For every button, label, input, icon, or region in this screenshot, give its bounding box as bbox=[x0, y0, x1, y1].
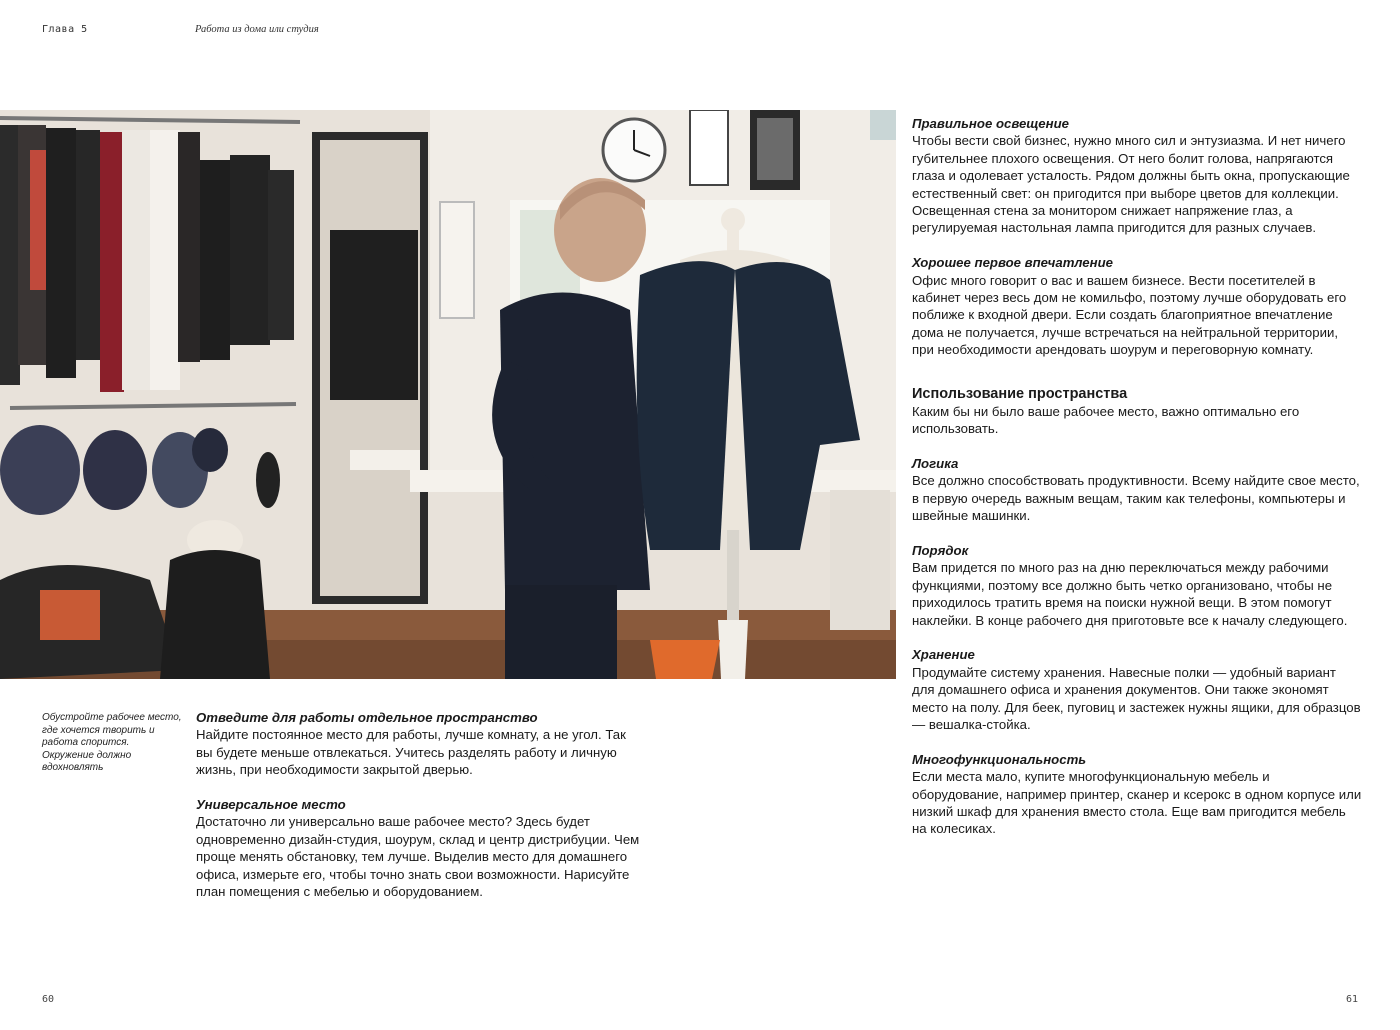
running-head-chapter: Глава 5 bbox=[42, 24, 88, 35]
right-text-column bbox=[912, 115, 1362, 855]
section-body: Достаточно ли универсально ваше рабочее место? Здесь будет одновременно дизайн-студия, шоурум, склад и центр дистрибуции. Чем проще менять обстановку, тем лучше. Выделив место для домашнего офиса, измерьте его, чтобы точно знать свои возможности. Нарисуйте план помещения с мебелью и оборудованием. bbox=[196, 814, 640, 900]
page-number-right: 61 bbox=[1346, 994, 1359, 1005]
section-storage bbox=[912, 646, 1362, 733]
section-title: Использование пространства bbox=[912, 385, 1128, 402]
section-body: Офис много говорит о вас и вашем бизнесе. Вести посетителей в кабинет через весь дом не комильфо, поэтому лучше оборудовать его поближе к входной двери. Если создать благоприятное впечатление дома не получается, лучше встречаться на нейтральной территории, при необходимости арендовать шоурум и переговорную комнату. bbox=[912, 272, 1347, 358]
section-first-impression bbox=[912, 254, 1362, 358]
section-heading: Порядок bbox=[912, 542, 969, 558]
section-logic bbox=[912, 455, 1362, 525]
section-body: Вам придется по много раз на дню переключаться между рабочими функциями, поэтому все должно быть четко организовано, чтобы не приходилось тратить время на поиски нужной вещи. В этом помогут наклейки. В конце рабочего дня приготовьте все к началу следующего. bbox=[912, 560, 1348, 628]
studio-photo bbox=[0, 110, 896, 679]
section-body: Продумайте систему хранения. Навесные полки — удобный вариант для домашнего офиса и хранения документов. Они также экономят место на полу. Для беек, пуговиц и застежек нужны ящики, для образцов — вешалка-стойка. bbox=[912, 664, 1361, 732]
section-heading: Отведите для работы отдельное пространство bbox=[196, 710, 538, 725]
section-heading: Многофункциональность bbox=[912, 751, 1087, 767]
section-heading: Правильное освещение bbox=[912, 116, 1070, 131]
running-head-title: Работа из дома или студия bbox=[195, 24, 319, 35]
section-body: Все должно способствовать продуктивности. Всему найдите свое место, в первую очередь важным вещам, таким как телефоны, компьютеры и швейные машинки. bbox=[912, 473, 1360, 524]
section-universal-place bbox=[196, 796, 644, 900]
section-body: Чтобы вести свой бизнес, нужно много сил и энтузиазма. И нет ничего губительнее плохого освещения. От него болит голова, напрягаются глаза и одолевает усталость. Рядом должны быть окна, пропускающие естественный свет: он пригодится при выборе цветов для коллекции. Освещенная стена за монитором снижает напряжение глаз, а регулируемая настольная лампа пригодится для разных случаев. bbox=[912, 133, 1350, 236]
page-number-left: 60 bbox=[42, 994, 55, 1005]
section-heading: Хорошее первое впечатление bbox=[912, 255, 1113, 271]
section-heading: Хранение bbox=[912, 647, 975, 663]
section-order bbox=[912, 542, 1362, 629]
section-lighting bbox=[912, 115, 1362, 237]
photo-caption: Обустройте рабочее место, где хочется творить и работа спорится. Окружение должно вдохновлять bbox=[42, 712, 182, 773]
section-body: Каким бы ни было ваше рабочее место, важно оптимально его использовать. bbox=[912, 403, 1300, 437]
section-body: Найдите постоянное место для работы, лучше комнату, а не угол. Так вы будете меньше отвлекаться. Учитесь разделять работу и личную жизнь, при необходимости закрытой дверью. bbox=[196, 727, 626, 778]
section-body: Если места мало, купите многофункциональную мебель и оборудование, например принтер, сканер и ксерокс в одном корпусе или низкий шкаф для хранения вместо стола. Еще вам пригодится мебель на колесиках. bbox=[912, 769, 1362, 837]
section-separate-space bbox=[196, 709, 644, 779]
left-text-column bbox=[196, 709, 644, 918]
section-heading: Универсальное место bbox=[196, 797, 346, 813]
section-space-usage bbox=[912, 385, 1362, 438]
section-heading: Логика bbox=[912, 455, 959, 471]
section-multifunctional bbox=[912, 751, 1362, 838]
